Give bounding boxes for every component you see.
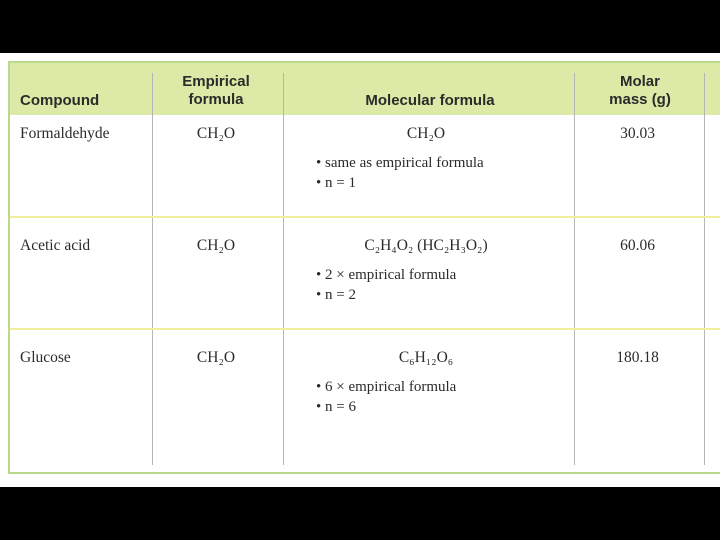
molecular-formula: C₂H₄O₂ (HC₂H₃O₂) (364, 237, 488, 254)
note-item: • n = 2 (316, 287, 356, 303)
top-letterbox (0, 0, 720, 53)
molecular-formula: C₆H₁₂O₆ (398, 349, 454, 366)
note-item: • 6 × empirical formula (316, 379, 457, 395)
row-divider (10, 328, 720, 330)
molar-mass: 30.03 (620, 125, 655, 142)
note-item: • n = 6 (316, 399, 356, 415)
bottom-letterbox (0, 487, 720, 540)
slide (0, 53, 720, 487)
header-molecular: Molecular formula (365, 92, 495, 109)
table-header (10, 63, 720, 115)
header-empirical: Empirical formula (182, 73, 250, 108)
compound-name: Formaldehyde (20, 125, 110, 142)
column-divider (152, 73, 153, 465)
row-divider (10, 216, 720, 218)
formula-table (8, 61, 720, 474)
molar-mass: 60.06 (620, 237, 655, 254)
empirical-formula: CH₂O (196, 237, 236, 254)
header-compound: Compound (20, 92, 100, 109)
header-molar-mass: Molar mass (g) (609, 73, 671, 108)
column-divider (574, 73, 575, 465)
empirical-formula: CH₂O (196, 125, 236, 142)
note-item: • 2 × empirical formula (316, 267, 457, 283)
molecular-formula: CH₂O (406, 125, 446, 142)
molar-mass: 180.18 (616, 349, 659, 366)
compound-name: Acetic acid (20, 237, 91, 254)
note-item: • n = 1 (316, 175, 356, 191)
compound-name: Glucose (20, 349, 71, 366)
column-divider (283, 73, 284, 465)
column-divider (704, 73, 705, 465)
note-item: • same as empirical formula (316, 155, 484, 171)
empirical-formula: CH₂O (196, 349, 236, 366)
